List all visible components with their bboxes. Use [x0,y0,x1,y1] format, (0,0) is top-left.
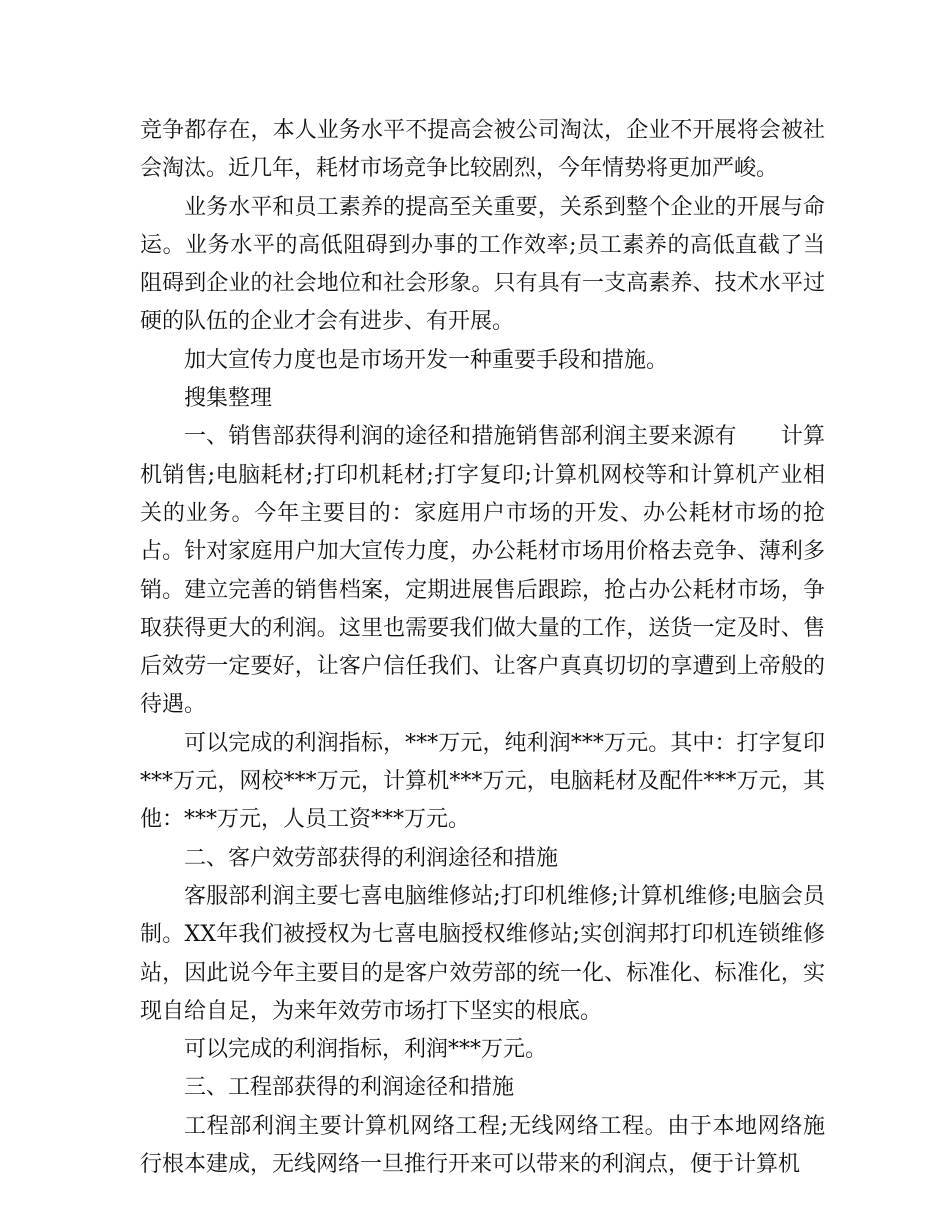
heading-engineering: 三、工程部获得的利润途径和措施 [184,1075,515,1101]
paragraph-staff-quality: 业务水平和员工素养的提高至关重要，关系到整个企业的开展与命运。业务水平的高低阻碍到办事的工作效率;员工素养的高低直截了当阻碍到企业的社会地位和社会形象。只有具有一支高素养、技术水平过硬的队伍的企业才会有进步、有开展。 [140,194,825,335]
paragraph-sales-dept: 一、销售部获得利润的途径和措施销售部利润主要来源有 计算机销售;电脑耗材;打印机耗材;打字复印;计算机网校等和计算机产业相关的业务。今年主要目的：家庭用户市场的开发、办公耗材市场的抢占。针对家庭用户加大宣传力度，办公耗材市场用价格去竞争、薄利多销。建立完善的销售档案，定期进展售后跟踪，抢占办公耗材市场，争取获得更大的利润。这里也需要我们做大量的工作，送货一定及时、售后效劳一定要好，让客户信任我们、让客户真真切切的享遭到上帝般的待遇。 [140,424,825,718]
paragraph-collected: 搜集整理 [184,386,273,412]
paragraph-publicity: 加大宣传力度也是市场开发一种重要手段和措施。 [184,347,669,373]
paragraph-service-targets: 可以完成的利润指标，利润***万元。 [184,1037,548,1063]
paragraph-sales-targets: 可以完成的利润指标，***万元，纯利润***万元。其中：打字复印***万元，网校***万元，计算机***万元，电脑耗材及配件***万元，其他：***万元，人员工资***万元。 [140,730,825,833]
paragraph-customer-service: 客服部利润主要七喜电脑维修站;打印机维修;计算机维修;电脑会员制。XX年我们被授权为七喜电脑授权维修站;实创润邦打印机连锁维修站，因此说今年主要目的是客户效劳部的统一化、标准化、标准化，实现自给自足，为来年效劳市场打下坚实的根底。 [140,883,825,1024]
heading-customer-service: 二、客户效劳部获得的利润途径和措施 [184,845,559,871]
document-body [140,112,825,1184]
paragraph-engineering: 工程部利润主要计算机网络工程;无线网络工程。由于本地网络施行根本建成，无线网络一旦推行开来可以带来的利润点，便于计算机 [140,1113,825,1178]
paragraph-competition: 竞争都存在，本人业务水平不提高会被公司淘汰，企业不开展将会被社会淘汰。近几年，耗材市场竞争比较剧烈，今年情势将更加严峻。 [140,118,825,182]
